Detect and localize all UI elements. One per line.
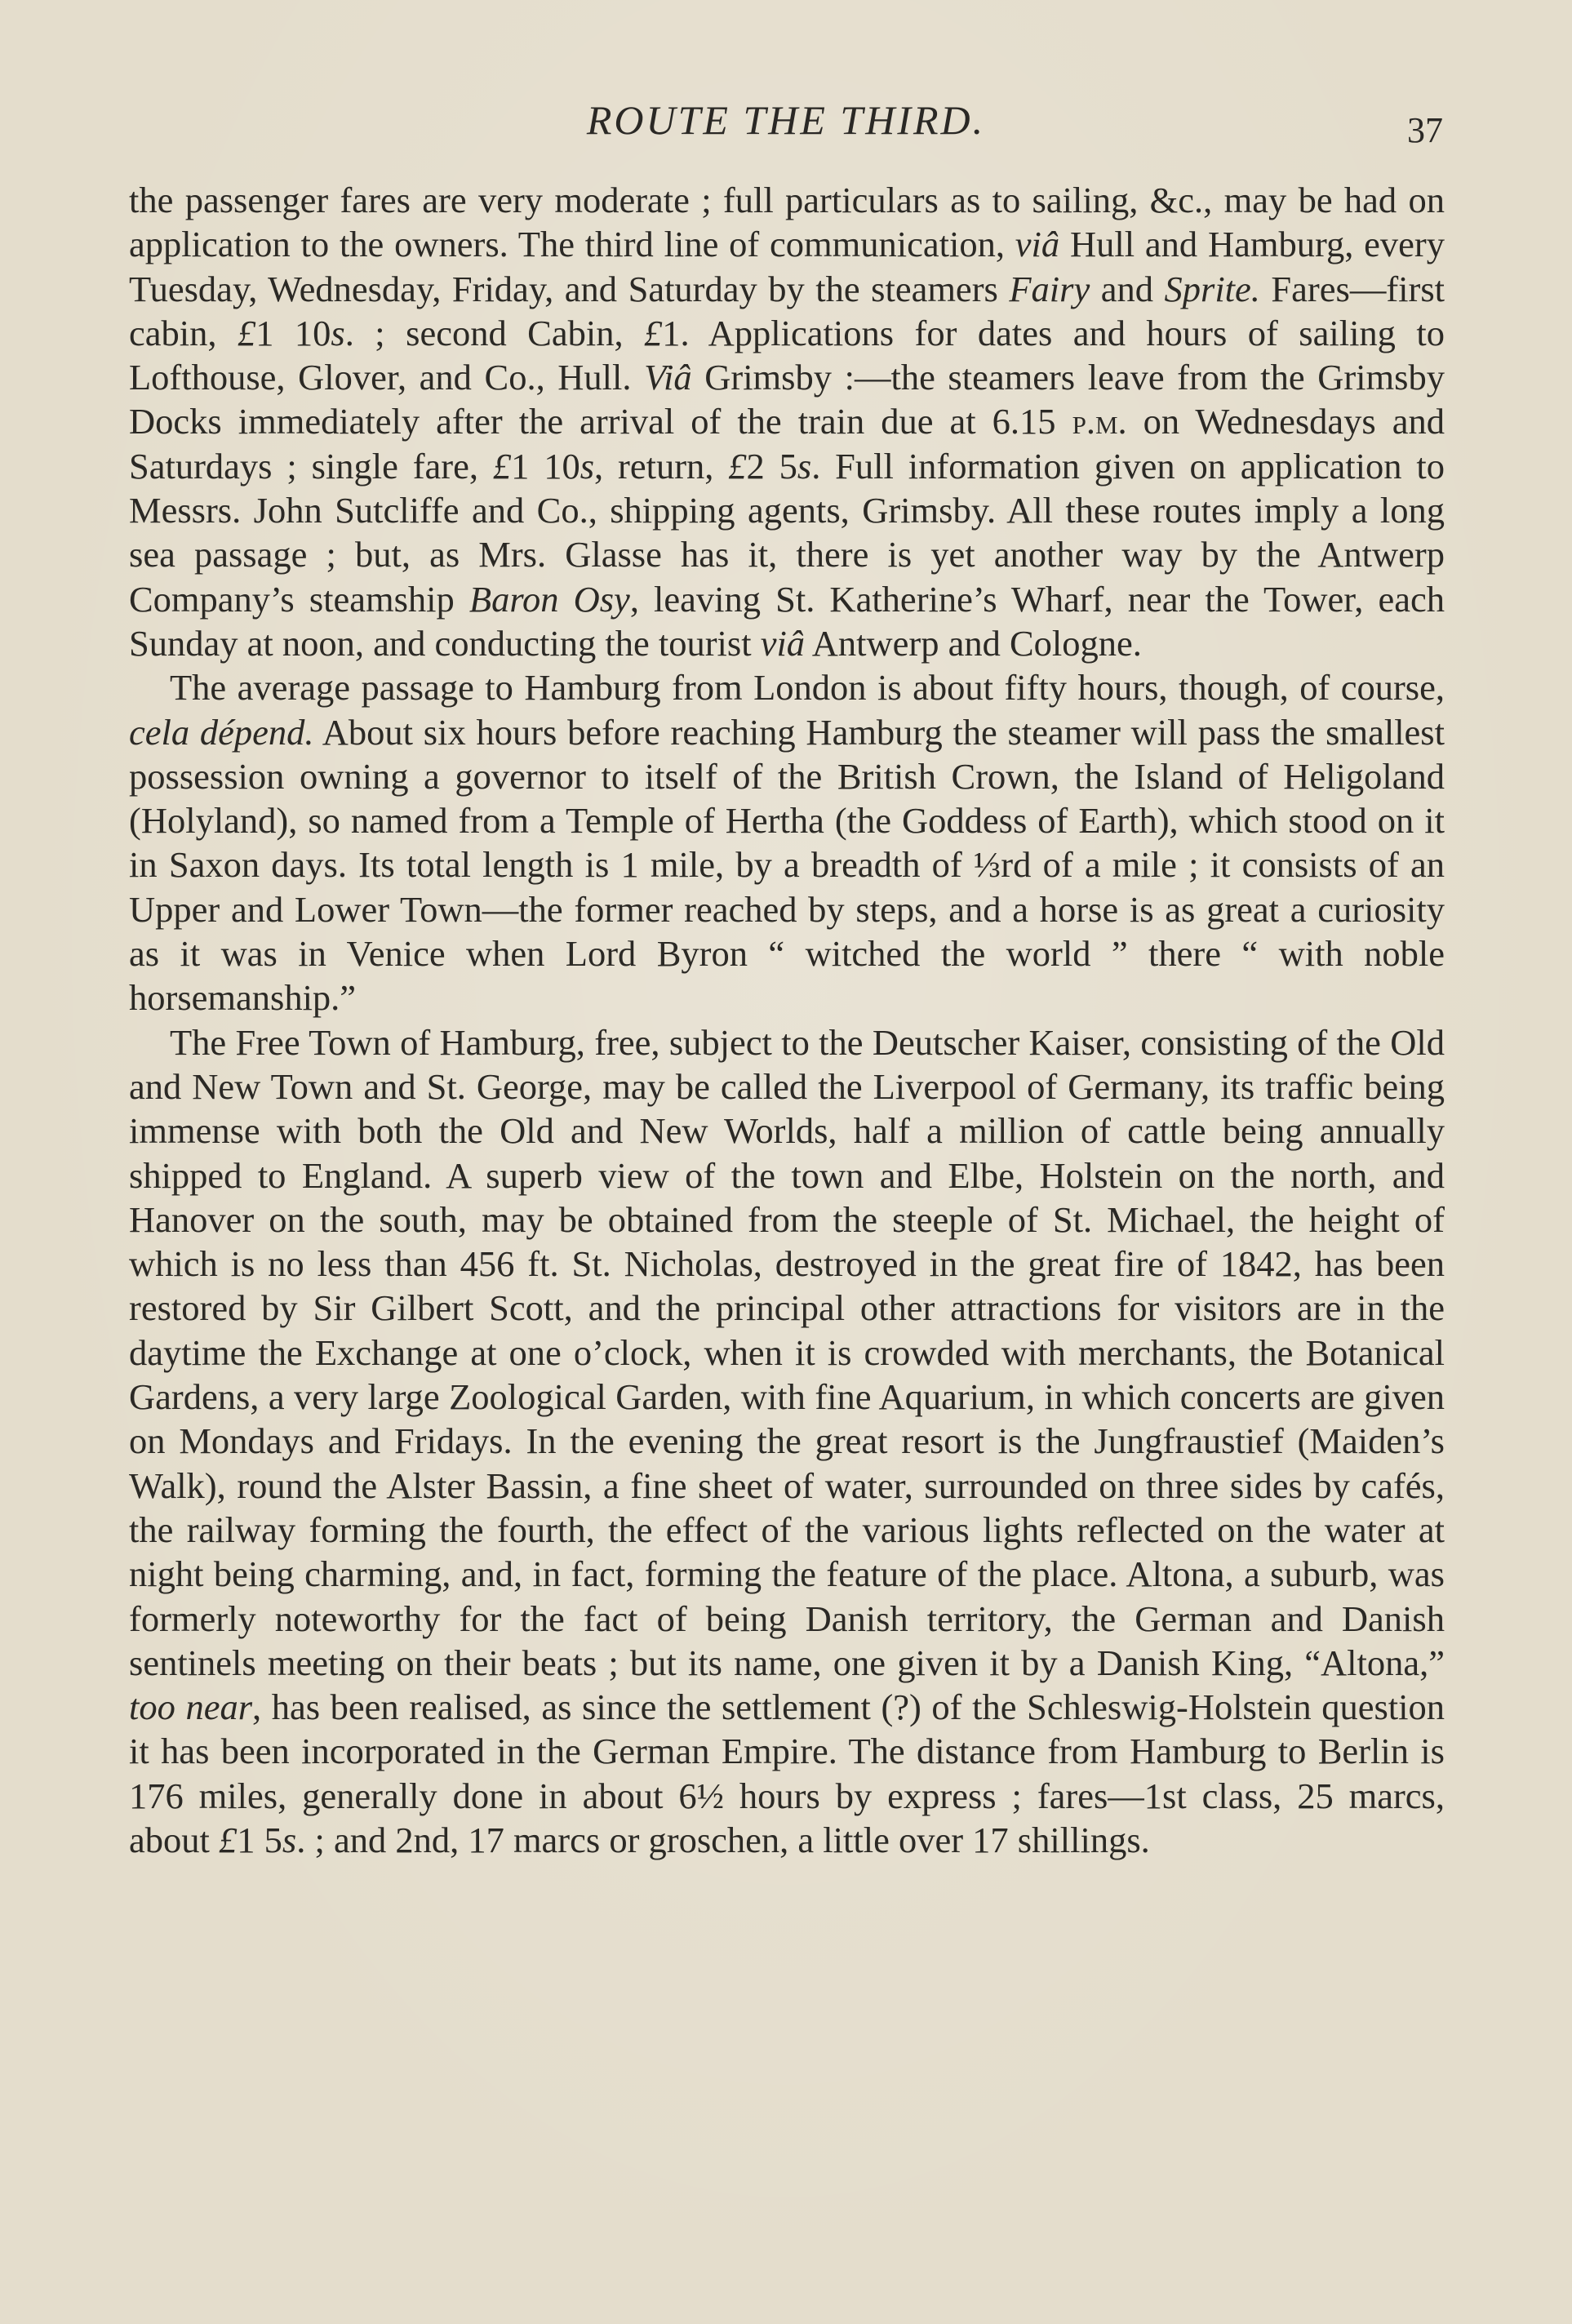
italic-text-run: £ [219,1819,238,1860]
italic-text-run: s [797,445,812,487]
body-text [129,178,1445,1862]
text-run: , return, [594,445,729,487]
text-run: , has been realised, as since the settlement (?) of the Schleswig-Holstein question it has been incorporated in the German Empire. The distance from Hamburg to Berlin is 176 miles, generally done in about 6½ hours by express ; fares—1st class, 25 marcs, about [129,1686,1445,1860]
italic-text-run: Baron Osy [468,578,630,620]
text-run: . Full information given on application to Messrs. John Sutcliffe and Co., shipping agents, Grimsby. All these routes imply a long sea passage ; but, as Mrs. Glasse has it, there is yet another way by the Antwerp Company’s steamship [129,445,1445,620]
text-run: , leaving St. Katherine’s Wharf, near the Tower, each Sunday at noon, and conducting the tourist [129,578,1445,664]
italic-text-run: viâ [760,622,806,664]
italic-text-run: £ [728,445,747,487]
text-run: Fares—first cabin, [129,268,1445,353]
text-run: 1 10 [255,312,331,353]
text-run: . ; second Cabin, [344,312,645,353]
text-run: 1 5 [237,1819,282,1860]
running-head [129,96,1443,153]
italic-text-run: Fairy [1009,268,1090,309]
italic-text-run: Sprite. [1164,268,1260,309]
text-run: 1 10 [511,445,580,487]
paragraph-2 [129,665,1445,1020]
italic-text-run: too near [129,1686,253,1728]
text-run: the passenger fares are very moderate ; full particulars as to sailing, &c., may be had on application to the owners. The third line of communication, [129,180,1445,265]
italic-text-run: s [331,312,345,353]
italic-text-run: £ [644,312,663,353]
text-run: The Free Town of Hamburg, free, subject to the Deutscher Kaiser, consisting of the Old and New Town and St. George, may be called the Liverpool of Germany, its traffic being immense with both the Old and New Worlds, half a million of cattle being annually shipped to England. A superb view of the town and Elbe, Holstein on the north, and Hanover on the south, may be obtained from the steeple of St. Michael, the height of which is no less than 456 ft. St. Nicholas, destroyed in the great fire of 1842, has been restored by Sir Gilbert Scott, and the principal other attractions for visitors are in the daytime the Exchange at one o’clock, when it is crowded with merchants, the Botanical Gardens, a very large Zoological Garden, with fine Aquarium, in which concerts are given on Mondays and Fridays. In the evening the great resort is the Jungfraustief (Maiden’s Walk), round the Alster Bassin, a fine sheet of water, surrounded on three sides by cafés, the railway forming the fourth, the effect of the various lights reflected on the water at night being charming, and, in fact, forming the feature of the place. Altona, a suburb, was formerly noteworthy for the fact of being Danish territory, the German and Danish sentinels meeting on their beats ; but its name, one given it by a Danish King, “Altona,” [129,1021,1445,1683]
text-run: 1. Applications for dates and hours of sailing to Lofthouse, Glover, and Co., Hull. [129,312,1445,398]
paragraph-3 [129,1020,1445,1863]
italic-text-run: £ [492,445,512,487]
text-run: 2 5 [746,445,797,487]
text-run: and [1090,268,1165,309]
italic-text-run: s [580,445,595,487]
text-run: on Wednesdays and Saturdays ; single fare, [129,401,1445,487]
italic-text-run: £ [237,312,256,353]
italic-text-run: viâ [1015,224,1060,265]
small-caps-text-run: p.m. [1072,401,1127,442]
text-run: The average passage to Hamburg from London is about fifty hours, though, of course, [170,667,1445,709]
text-run: Antwerp and Cologne. [805,622,1142,664]
page-number: 37 [1407,110,1443,150]
italic-text-run: s [282,1819,297,1860]
text-run: About six hours before reaching Hamburg the steamer will pass the smallest possession owning a governor to itself of the British Crown, the Island of Heligoland (Holyland), so named from a Temple of Hertha (the Goddess of Earth), which stood on it in Saxon days. Its total length is 1 mile, by a breadth of ⅓rd of a mile ; it consists of an Upper and Lower Town—the former reached by steps, and a horse is as great a curiosity as it was in Venice when Lord Byron “ witched the world ” there “ with noble horsemanship.” [129,711,1445,1019]
running-title: ROUTE THE THIRD. [586,97,986,143]
italic-text-run: cela dépend. [129,711,314,753]
text-run: Hull and Hamburg, every Tuesday, Wednesday, Friday, and Saturday by the steamers [129,224,1445,309]
text-run: Grimsby :—the steamers leave from the Grimsby Docks immediately after the arrival of the train due at 6.15 [129,357,1445,442]
paragraph-1 [129,178,1445,665]
text-run: . ; and 2nd, 17 marcs or groschen, a little over 17 shillings. [296,1819,1150,1860]
italic-text-run: Viâ [644,357,692,398]
